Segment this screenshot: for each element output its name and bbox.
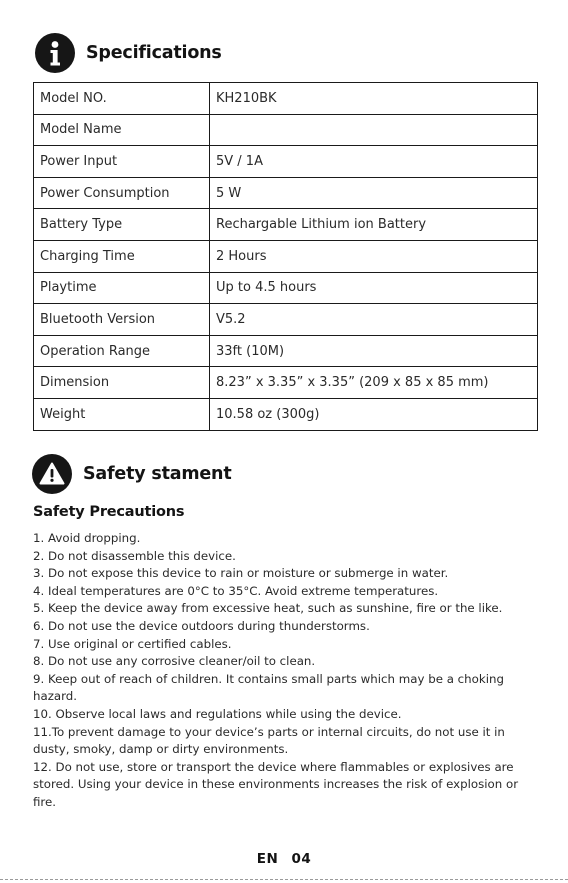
spec-value: 2 Hours bbox=[210, 240, 538, 272]
precaution-item: 1. Avoid dropping. bbox=[33, 531, 141, 545]
precaution-item: 8. Do not use any corrosive cleaner/oil to clean. bbox=[33, 654, 316, 669]
spec-row bbox=[34, 398, 538, 430]
info-icon bbox=[35, 33, 75, 73]
precaution-item: 11.To prevent damage to your device’s parts or internal circuits, do not use it in dusty, smoky, damp or dirty environments. bbox=[33, 724, 505, 757]
safety-precautions-list bbox=[33, 530, 538, 812]
spec-label: Playtime bbox=[34, 272, 210, 304]
spec-label: Model NO. bbox=[34, 83, 210, 115]
spec-value: 10.58 oz (300g) bbox=[210, 398, 538, 430]
precaution-item: 12. Do not use, store or transport the device where flammables or explosives are stored. Using your device in these environments increases the risk of explosion or fire. bbox=[33, 759, 519, 809]
spec-row bbox=[34, 83, 538, 115]
spec-label: Operation Range bbox=[34, 335, 210, 367]
spec-value: 5V / 1A bbox=[210, 146, 538, 178]
bottom-divider bbox=[0, 879, 568, 880]
spec-value: 33ft (10M) bbox=[210, 335, 538, 367]
language-code: EN bbox=[256, 851, 279, 867]
specifications-title: Specifications bbox=[86, 43, 222, 63]
spec-label: Bluetooth Version bbox=[34, 304, 210, 336]
spec-row bbox=[34, 240, 538, 272]
spec-value: 5 W bbox=[210, 177, 538, 209]
spec-row bbox=[34, 367, 538, 399]
spec-value: 8.23” x 3.35” x 3.35” (209 x 85 x 85 mm) bbox=[210, 367, 538, 399]
specifications-header bbox=[35, 33, 222, 73]
precaution-item: 2. Do not disassemble this device. bbox=[33, 548, 236, 563]
safety-precautions-heading: Safety Precautions bbox=[33, 504, 185, 520]
warning-icon bbox=[32, 454, 72, 494]
spec-value: Up to 4.5 hours bbox=[210, 272, 538, 304]
precaution-item: 3. Do not expose this device to rain or moisture or submerge in water. bbox=[33, 566, 449, 581]
spec-row bbox=[34, 177, 538, 209]
spec-row bbox=[34, 209, 538, 241]
spec-value: V5.2 bbox=[210, 304, 538, 336]
precaution-item: 5. Keep the device away from excessive heat, such as sunshine, fire or the like. bbox=[33, 601, 503, 616]
spec-value: Rechargable Lithium ion Battery bbox=[210, 209, 538, 241]
specifications-table bbox=[33, 82, 538, 431]
spec-row bbox=[34, 146, 538, 178]
spec-label: Dimension bbox=[34, 367, 210, 399]
spec-row bbox=[34, 272, 538, 304]
safety-statement-header bbox=[32, 454, 231, 494]
spec-row bbox=[34, 335, 538, 367]
precaution-item: 7. Use original or certified cables. bbox=[33, 636, 232, 651]
spec-row bbox=[34, 304, 538, 336]
spec-value bbox=[210, 114, 538, 146]
precaution-item: 10. Observe local laws and regulations while using the device. bbox=[33, 706, 402, 721]
spec-label: Charging Time bbox=[34, 240, 210, 272]
precaution-item: 9. Keep out of reach of children. It contains small parts which may be a choking hazard. bbox=[33, 671, 504, 704]
spec-label: Weight bbox=[34, 398, 210, 430]
spec-label: Power Input bbox=[34, 146, 210, 178]
spec-label: Model Name bbox=[34, 114, 210, 146]
precaution-item: 4. Ideal temperatures are 0°C to 35°C. Avoid extreme temperatures. bbox=[33, 583, 439, 598]
safety-statement-title: Safety stament bbox=[83, 464, 232, 484]
spec-row bbox=[34, 114, 538, 146]
precaution-item: 6. Do not use the device outdoors during thunderstorms. bbox=[33, 618, 370, 633]
spec-value: KH210BK bbox=[210, 83, 538, 115]
spec-label: Power Consumption bbox=[34, 177, 210, 209]
spec-label: Battery Type bbox=[34, 209, 210, 241]
page-number: 04 bbox=[291, 851, 312, 867]
page-footer bbox=[0, 851, 568, 867]
